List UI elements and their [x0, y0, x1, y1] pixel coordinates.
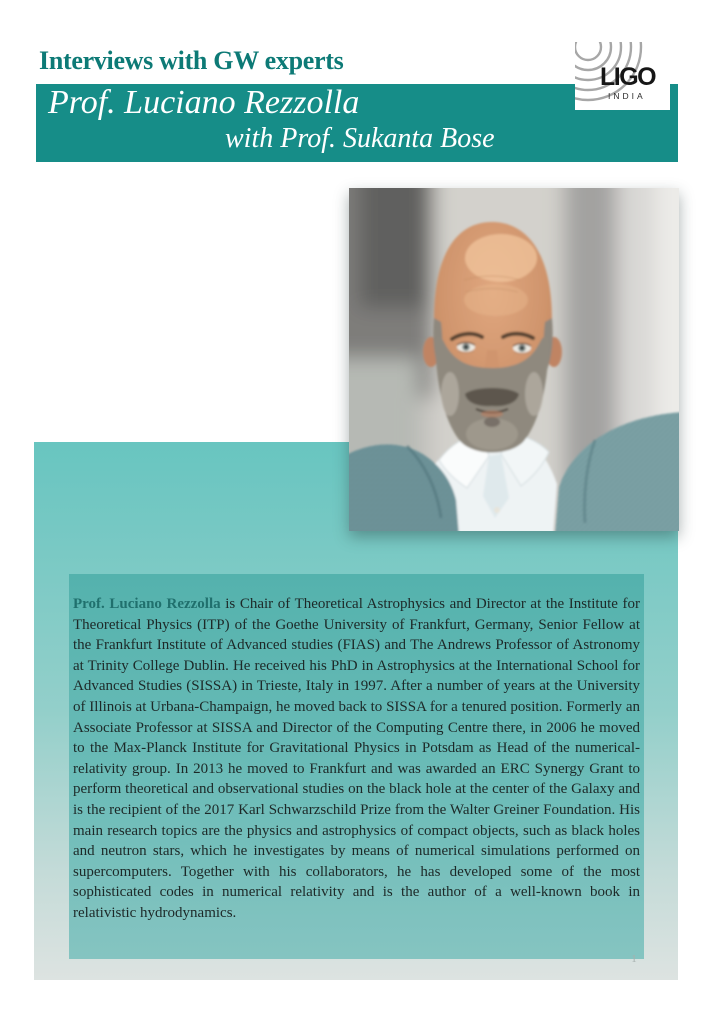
ligo-india-logo	[575, 42, 670, 110]
logo-subtext: INDIA	[608, 91, 646, 101]
bio-box	[69, 574, 644, 959]
interviewee-name: Prof. Luciano Rezzolla	[48, 84, 360, 121]
portrait-photo	[349, 188, 679, 531]
gravitational-wave-arcs-icon	[575, 42, 670, 110]
page-number: 1	[631, 953, 637, 965]
interviewer-name: with Prof. Sukanta Bose	[225, 123, 495, 154]
portrait-illustration	[349, 188, 679, 531]
logo-wordmark: LIGO	[600, 63, 656, 91]
series-title: Interviews with GW experts	[39, 46, 344, 75]
bio-name: Prof. Luciano Rezzolla	[73, 596, 221, 612]
bio-paragraph	[73, 594, 640, 924]
bio-body: is Chair of Theoretical Astrophysics and Director at the Institute for Theoretical Physics (ITP) of the Goethe University of Frankfurt, Germany, Senior Fellow at the Frankfurt Institute of Advanced studies (FIAS) and The Andrews Professor of Astronomy at Trinity College Dublin. He received his PhD in Astrophysics at the International School for Advanced Studies (SISSA) in Trieste, Italy in 1997. After a number of years at the University of Illinois at Urbana-Champaign, he moved back to SISSA for a tenured position. Formerly an Associate Professor at SISSA and Director of the Computing Centre there, in 2006 he moved to the Max-Planck Institute for Gravitational Physics in Potsdam as Head of the numerical-relativity group. In 2013 he moved to Frankfurt and was awarded an ERC Synergy Grant to perform theoretical and observational studies on the black hole at the center of the Galaxy and is the recipient of the 2017 Karl Schwarzschild Prize from the Walter Greiner Foundation. His main research topics are the physics and astrophysics of compact objects, such as black holes and neutron stars, which he investigates by means of numerical simulations performed on supercomputers. Together with his collaborators, he has developed some of the most sophisticated codes in numerical relativity and is the author of a well-known book in relativistic hydrodynamics.	[73, 596, 640, 921]
